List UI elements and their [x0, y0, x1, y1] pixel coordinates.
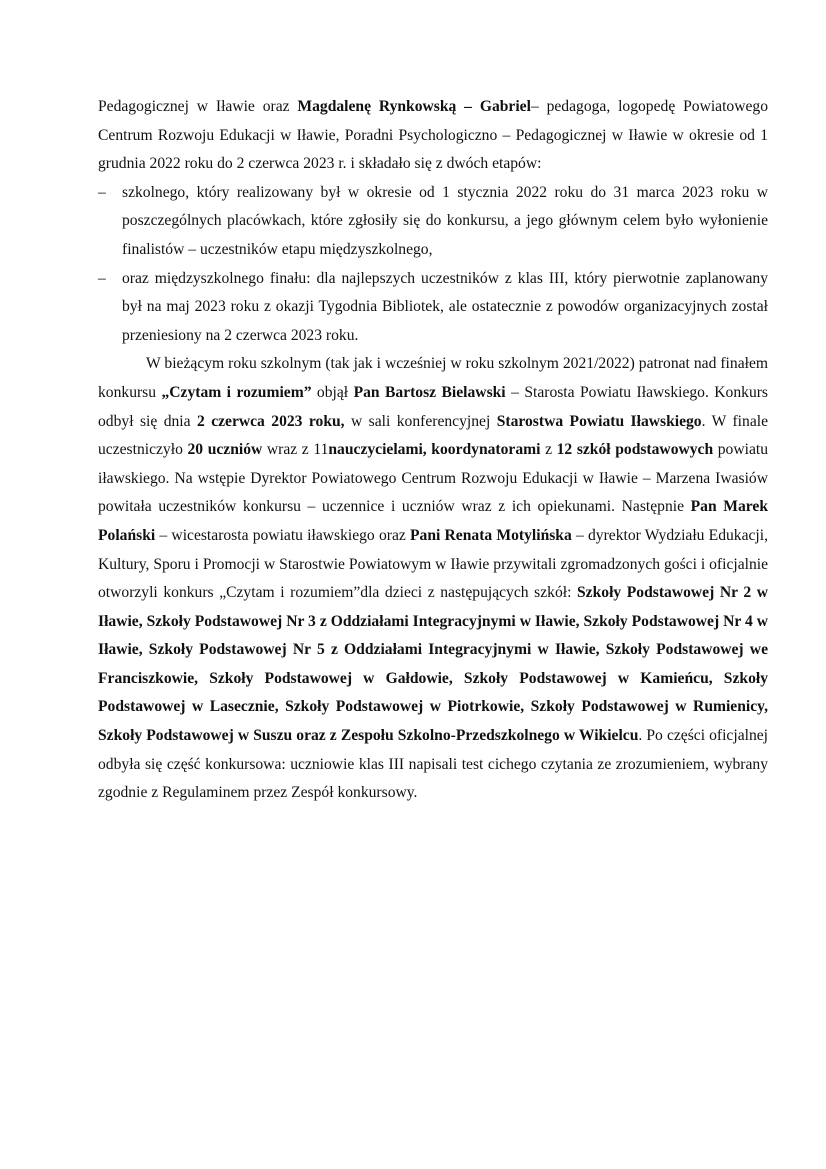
- main-text-6: wraz z 11: [262, 441, 329, 459]
- intro-paragraph: [98, 93, 768, 179]
- main-text-1: W bieżącym roku szkolnym (tak jak i wcześniej w roku szkolnym 2021/2022) patronat nad finałem konkursu: [98, 355, 768, 401]
- main-text-11: . Po części oficjalnej odbyła się część konkursowa: uczniowie klas III napisali test cichego czytania ze zrozumieniem, wybrany zgodnie z Regulaminem przez Zespół konkursowy.: [98, 727, 768, 802]
- student-count-bold: 20 uczniów: [187, 441, 263, 459]
- main-text-4: w sali konferencyjnej: [344, 412, 497, 430]
- main-text-2: objął: [311, 383, 354, 401]
- main-paragraph: [98, 350, 768, 808]
- stage-2-text: oraz międzyszkolnego finału: dla najlepszych uczestników z klas III, który pierwotnie zaplanowany był na maj 2023 roku z okazji Tygodnia Bibliotek, ale ostatecznie z powodów organizacyjnych został przeniesiony na 2 czerwca 2023 roku.: [122, 269, 768, 344]
- main-text-9: – wicestarosta powiatu iławskiego oraz: [155, 526, 410, 544]
- intro-text-1: Pedagogicznej w Iławie oraz: [98, 98, 298, 115]
- patron-name-bold: Pan Bartosz Bielawski: [353, 383, 506, 401]
- list-dash: –: [98, 269, 106, 287]
- list-dash: –: [98, 183, 106, 201]
- teachers-bold: nauczycielami, koordynatorami: [328, 441, 541, 459]
- main-text-5: . W finale uczestniczyło: [98, 412, 768, 459]
- intro-bold-name: Magdalenę Rynkowską – Gabriel: [297, 98, 531, 115]
- director-bold: Pani Renata Motylińska: [410, 526, 572, 544]
- venue-bold: Starostwa Powiatu Iławskiego: [496, 412, 702, 430]
- main-text-7: z: [540, 441, 557, 459]
- main-text-8: powiatu iławskiego. Na wstępie Dyrektor Powiatowego Centrum Rozwoju Edukacji w Iławie – Marzena Iwasiów powitała uczestników konkursu – uczennice i uczniów wraz z ich opiekunami. Następnie: [98, 441, 768, 516]
- school-count-bold: 12 szkół podstawowych: [556, 441, 714, 459]
- intro-text-2: – pedagoga, logopedę Powiatowego Centrum Rozwoju Edukacji w Iławie, Poradni Psychologiczno – Pedagogicznej w Iławie w okresie od 1 grudnia 2022 roku do 2 czerwca 2023 r. i składało się z dwóch etapów:: [98, 98, 768, 173]
- vice-starost-bold: Pan Marek Polański: [98, 498, 768, 544]
- school-list-bold: Szkoły Podstawowej Nr 2 w Iławie, Szkoły Podstawowej Nr 3 z Oddziałami Integracyjnymi w Iławie, Szkoły Podstawowej Nr 4 w Iławie, Szkoły Podstawowej Nr 5 z Oddziałami Integracyjnymi w Iławie, Szkoły Podstawowej we Franciszkowie, Szkoły Podstawowej w Gałdowie, Szkoły Podstawowej w Kamieńcu, Szkoły Podstawowej w Lasecznie, Szkoły Podstawowej w Piotrkowie, Szkoły Podstawowej w Rumienicy, Szkoły Podstawowej w Suszu oraz z Zespołu Szkolno-Przedszkolnego w Wikielcu: [98, 584, 769, 745]
- contest-name-bold: „Czytam i rozumiem”: [161, 383, 312, 401]
- main-text-10: – dyrektor Wydziału Edukacji, Kultury, Sporu i Promocji w Starostwie Powiatowym w Iławie przywitali zgromadzonych gości i oficjalnie otworzyli konkurs „Czytam i rozumiem”dla dzieci z następujących szkół:: [98, 526, 768, 602]
- stage-list-item-2: [98, 265, 768, 351]
- document-body: [98, 93, 768, 808]
- main-text-3: – Starosta Powiatu Iławskiego. Konkurs odbył się dnia: [98, 383, 769, 430]
- date-bold: 2 czerwca 2023 roku,: [196, 412, 345, 430]
- stage-list-item-1: [98, 179, 768, 265]
- stage-1-text: szkolnego, który realizowany był w okresie od 1 stycznia 2022 roku do 31 marca 2023 roku w poszczególnych placówkach, które zgłosiły się do konkursu, a jego głównym celem było wyłonienie finalistów – uczestników etapu międzyszkolnego,: [122, 183, 768, 258]
